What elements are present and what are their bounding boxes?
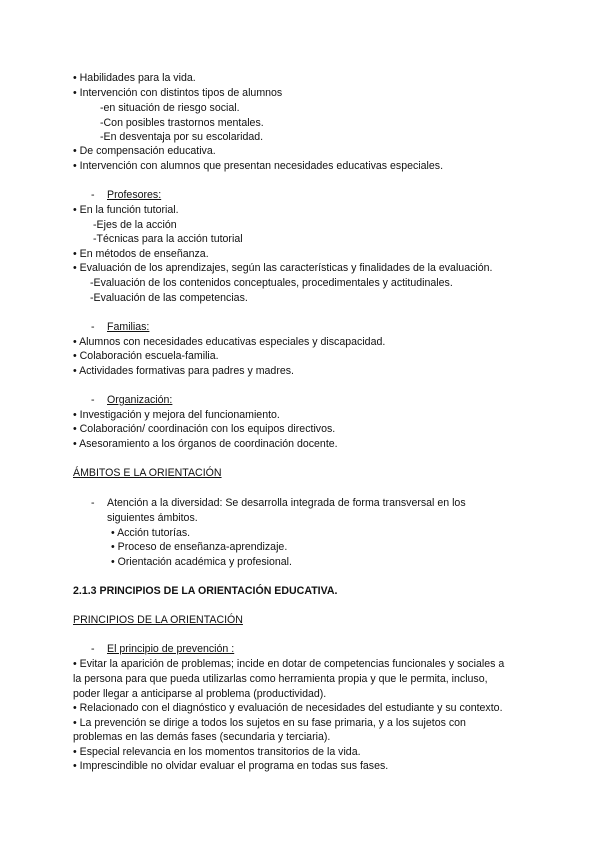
paragraph-line: problemas en las demás fases (secundaria y terciaria). bbox=[73, 731, 331, 743]
sub-item-line: -Evaluación de las competencias. bbox=[90, 292, 248, 304]
bullet-line: • Relacionado con el diagnóstico y evaluación de necesidades del estudiante y su contexto. bbox=[73, 702, 503, 714]
paragraph-line: Atención a la diversidad: Se desarrolla integrada de forma transversal en los bbox=[107, 497, 466, 509]
bullet-line: • Habilidades para la vida. bbox=[73, 72, 196, 84]
sub-item-line: -Evaluación de los contenidos conceptuales, procedimentales y actitudinales. bbox=[90, 277, 453, 289]
bullet-line: • En métodos de enseñanza. bbox=[73, 248, 209, 260]
prevencion-subheading: El principio de prevención : bbox=[107, 643, 235, 655]
bullet-line: • Orientación académica y profesional. bbox=[111, 556, 292, 568]
bullet-line: • Acción tutorías. bbox=[111, 527, 191, 539]
dash-marker: - bbox=[91, 189, 95, 201]
section-title: 2.1.3 PRINCIPIOS DE LA ORIENTACIÓN EDUCATIVA. bbox=[73, 585, 338, 597]
sub-item-line: -Técnicas para la acción tutorial bbox=[93, 233, 243, 245]
bullet-line: • Intervención con alumnos que presentan necesidades educativas especiales. bbox=[73, 160, 444, 172]
bullet-line: • Proceso de enseñanza-aprendizaje. bbox=[111, 541, 288, 553]
bullet-line: • Asesoramiento a los órganos de coordinación docente. bbox=[73, 438, 338, 450]
bullet-line: • De compensación educativa. bbox=[73, 145, 216, 157]
bullet-line: • Actividades formativas para padres y madres. bbox=[73, 365, 294, 377]
sub-item-line: -Ejes de la acción bbox=[93, 219, 177, 231]
ambitos-heading: ÁMBITOS E LA ORIENTACIÓN bbox=[73, 467, 222, 479]
bullet-line: • Colaboración escuela-familia. bbox=[73, 350, 219, 362]
bullet-line: • Evaluación de los aprendizajes, según las características y finalidades de la evaluación. bbox=[73, 262, 493, 274]
bullet-line: • Investigación y mejora del funcionamiento. bbox=[73, 409, 280, 421]
sub-item-line: -Con posibles trastornos mentales. bbox=[100, 117, 264, 129]
bullet-line: • Colaboración/ coordinación con los equipos directivos. bbox=[73, 423, 336, 435]
dash-marker: - bbox=[91, 321, 95, 333]
dash-marker: - bbox=[91, 394, 95, 406]
principios-heading: PRINCIPIOS DE LA ORIENTACIÓN bbox=[73, 614, 243, 626]
sub-item-line: -en situación de riesgo social. bbox=[100, 102, 240, 114]
bullet-line: • Alumnos con necesidades educativas especiales y discapacidad. bbox=[73, 336, 386, 348]
bullet-line: • Intervención con distintos tipos de alumnos bbox=[73, 87, 283, 99]
sub-item-line: -En desventaja por su escolaridad. bbox=[100, 131, 264, 143]
bullet-line: • Imprescindible no olvidar evaluar el programa en todas sus fases. bbox=[73, 760, 389, 772]
profesores-heading: Profesores: bbox=[107, 189, 162, 201]
bullet-line: • Especial relevancia en los momentos transitorios de la vida. bbox=[73, 746, 361, 758]
paragraph-line: siguientes ámbitos. bbox=[107, 512, 198, 524]
dash-marker: - bbox=[91, 497, 95, 509]
bullet-line: • La prevención se dirige a todos los sujetos en su fase primaria, y a los sujetos con bbox=[73, 717, 466, 729]
familias-heading: Familias: bbox=[107, 321, 150, 333]
organizacion-heading: Organización: bbox=[107, 394, 173, 406]
bullet-line: • En la función tutorial. bbox=[73, 204, 179, 216]
paragraph-line: la persona para que pueda utilizarlas como herramienta propia y que le permita, incluso, bbox=[73, 673, 488, 685]
dash-marker: - bbox=[91, 643, 95, 655]
bullet-line: • Evitar la aparición de problemas; incide en dotar de competencias funcionales y sociales a bbox=[73, 658, 505, 670]
paragraph-line: poder llegar a anticiparse al problema (productividad). bbox=[73, 688, 327, 700]
